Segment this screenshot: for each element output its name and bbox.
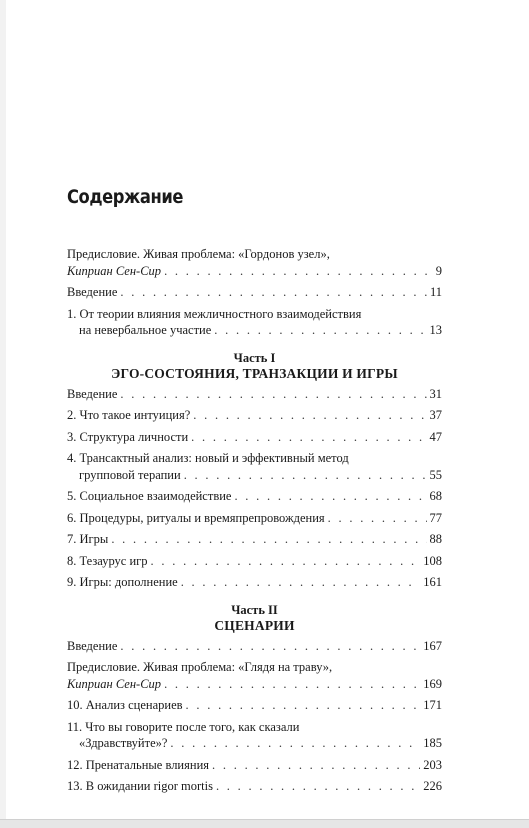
toc-entry-title: 1. От теории влияния межличностного взаимодействия [67,306,362,321]
toc-entry-preface-1[interactable] [67,246,442,279]
toc-entry-title: 4. Трансактный анализ: новый и эффективный метод [67,451,349,465]
toc-entry-page: 68 [429,489,442,503]
toc-entry-chapter-11[interactable] [67,719,442,752]
leader-dots [193,407,426,424]
toc-entry-chapter-4[interactable] [67,450,442,483]
toc-entry-chapter-8[interactable] [67,553,442,570]
toc-entry-chapter-10[interactable] [67,697,442,714]
part-label: Часть II [231,602,278,617]
leader-dots [164,263,433,280]
toc-entry-title: 3. Структура личности [67,429,189,444]
toc-entry-title: 8. Тезаурус игр [67,553,148,568]
toc-entry-chapter-9[interactable] [67,574,442,591]
toc-entry-author: Киприан Сен-Сир [67,263,162,278]
toc-entry-chapter-2[interactable] [67,407,442,424]
toc-entry-chapter-7[interactable] [67,531,442,548]
toc-entry-title: 13. В ожидании rigor mortis [67,779,213,793]
page-left-edge [0,0,6,828]
toc-entry-page: 171 [423,698,442,712]
leader-dots [191,429,426,446]
table-of-contents [67,246,442,795]
toc-entry-title: 5. Социальное взаимодействие [67,489,232,503]
toc-entry-title: Предисловие. Живая проблема: «Глядя на траву», [67,660,333,674]
toc-entry-title: Введение [67,638,118,653]
toc-entry-part2-intro[interactable] [67,638,442,655]
page-title: Содержание [67,186,184,208]
toc-entry-title-cont: на невербальное участие [79,323,212,337]
leader-dots [164,676,420,693]
toc-entry-title-cont: «Здравствуйте»? [79,736,168,750]
toc-entry-page: 161 [423,575,442,589]
toc-entry-intro[interactable] [67,284,442,301]
part-label: Часть I [233,350,276,365]
toc-entry-page: 77 [429,510,442,525]
toc-entry-page: 169 [423,676,442,691]
toc-entry-title: 12. Пренатальные влияния [67,757,210,772]
toc-entry-part1-intro[interactable] [67,386,442,403]
toc-entry-chapter-3[interactable] [67,429,442,446]
leader-dots [184,467,427,484]
part-title: СЦЕНАРИИ [214,617,295,633]
toc-entry-chapter-12[interactable] [67,757,442,774]
leader-dots [328,510,427,527]
leader-dots [111,531,426,548]
toc-entry-chapter-1[interactable] [67,306,442,339]
toc-entry-title: 2. Что такое интуиция? [67,408,191,422]
leader-dots [216,778,420,795]
toc-entry-page: 9 [435,263,442,278]
toc-entry-page: 11 [429,285,442,299]
toc-entry-title: 9. Игры: дополнение [67,575,178,589]
toc-entry-page: 185 [423,736,442,750]
leader-dots [234,488,426,505]
toc-entry-page: 47 [429,429,442,444]
toc-entry-chapter-5[interactable] [67,488,442,505]
toc-entry-page: 226 [423,779,442,793]
leader-dots [120,284,427,301]
toc-entry-title: 6. Процедуры, ритуалы и времяпрепровождения [67,510,325,525]
toc-entry-title: 7. Игры [67,532,109,546]
toc-entry-chapter-13[interactable] [67,778,442,795]
toc-entry-page: 108 [423,553,442,568]
leader-dots [151,553,421,570]
toc-entry-title: Введение [67,285,118,299]
toc-entry-page: 88 [429,532,442,546]
toc-entry-title: 10. Анализ сценариев [67,698,183,712]
toc-entry-page: 31 [429,386,442,401]
leader-dots [120,638,420,655]
part-title: ЭГО-СОСТОЯНИЯ, ТРАНЗАКЦИИ И ИГРЫ [111,365,398,381]
toc-entry-title-cont: групповой терапии [79,467,181,482]
part-1-header [67,351,442,382]
toc-entry-title: Предисловие. Живая проблема: «Гордонов узел», [67,247,330,261]
leader-dots [186,697,421,714]
toc-entry-page: 167 [423,638,442,653]
toc-entry-page: 55 [429,467,442,482]
leader-dots [120,386,426,403]
toc-entry-page: 203 [423,757,442,772]
toc-entry-chapter-6[interactable] [67,510,442,527]
leader-dots [181,574,421,591]
toc-entry-title: 11. Что вы говорите после того, как сказали [67,719,300,734]
part-2-header [67,603,442,634]
leader-dots [170,735,420,752]
toc-entry-preface-2[interactable] [67,659,442,692]
page-bottom-edge [0,819,529,828]
toc-entry-page: 13 [429,323,442,337]
toc-entry-author: Киприан Сен-Сир [67,676,162,691]
toc-entry-page: 37 [429,408,442,422]
leader-dots [212,757,420,774]
toc-entry-title: Введение [67,386,118,401]
leader-dots [214,322,426,339]
